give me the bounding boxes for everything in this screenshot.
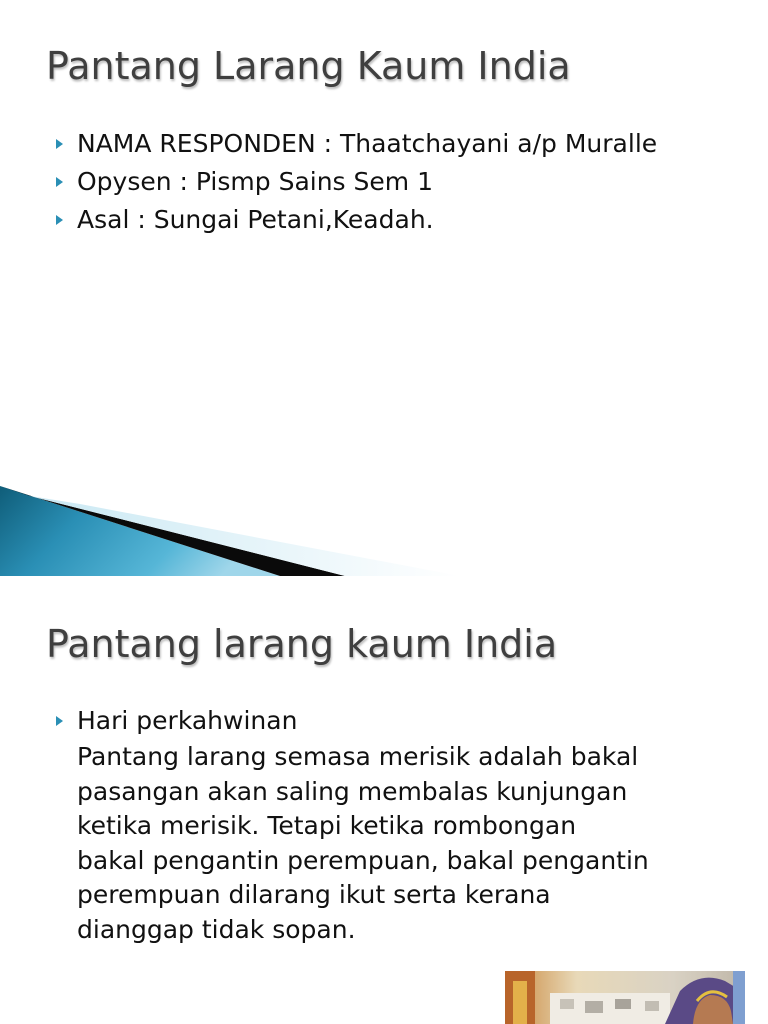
- bullet-text: Asal : Sungai Petani,Keadah.: [77, 205, 434, 234]
- bullet-item-respondent: [54, 125, 657, 163]
- bullet-list: [54, 702, 297, 740]
- bullet-text: Hari perkahwinan: [77, 706, 298, 735]
- slide-2: [0, 576, 768, 1024]
- wedding-photo-image: [505, 971, 745, 1024]
- bullet-item-option: [54, 163, 657, 201]
- body-paragraph: Pantang larang semasa merisik adalah bakal pasangan akan saling membalas kunjungan ketika merisik. Tetapi ketika rombongan bakal pengantin perempuan, bakal pengantin perempuan dilarang ikut serta kerana dianggap tidak sopan.: [77, 742, 649, 944]
- triangle-bullet-icon: [56, 215, 63, 225]
- slide-title: Pantang larang kaum India: [46, 622, 558, 666]
- bullet-item-wedding-day: [54, 702, 297, 740]
- triangle-bullet-icon: [56, 177, 63, 187]
- bullet-text: Opysen : Pismp Sains Sem 1: [77, 167, 433, 196]
- bullet-text: NAMA RESPONDEN : Thaatchayani a/p Muralle: [77, 129, 658, 158]
- bullet-list: [54, 125, 657, 239]
- triangle-bullet-icon: [56, 716, 63, 726]
- bullet-item-origin: [54, 201, 657, 239]
- triangle-bullet-icon: [56, 139, 63, 149]
- slide-title: Pantang Larang Kaum India: [46, 44, 571, 88]
- teal-swoosh-decoration: [0, 476, 470, 576]
